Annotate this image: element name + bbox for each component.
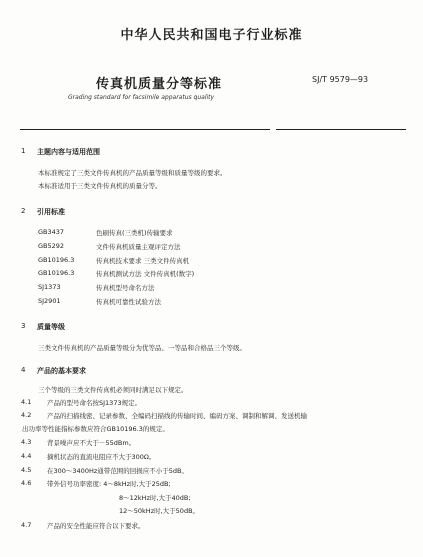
section-4-heading: 产品的基本要求 <box>37 367 86 375</box>
section-2-number: 2 <box>21 207 26 215</box>
section-4-number: 4 <box>21 366 26 374</box>
header-rule-right <box>276 129 406 130</box>
clause-number: 4.6 <box>21 479 32 487</box>
clause-text: 产品的安全性能应符合以下要求。 <box>47 522 145 530</box>
ref-code: GB10196.3 <box>38 269 75 277</box>
clause-text: 8～12kHz时,大于40dB; <box>119 494 191 502</box>
section-3-paragraph: 三类文件传真机的产品质量等级分为优等品、一等品和合格品三个等级。 <box>38 344 246 352</box>
section-3-heading: 质量等级 <box>37 323 65 331</box>
clause-text: 背景噪声应不大于－55dBm。 <box>47 439 136 447</box>
header-rule-left <box>20 129 270 130</box>
section-3-number: 3 <box>21 322 26 330</box>
ref-title: 传真机型号命名方法 <box>96 284 155 292</box>
standard-number: SJ/T 9579—93 <box>312 75 369 84</box>
clause-number: 4.1 <box>21 398 32 406</box>
ref-title: 传真机技术要求 三类文件传真机 <box>96 257 190 265</box>
clause-number: 4.5 <box>21 466 32 474</box>
section-1-heading: 主题内容与适用范围 <box>37 148 100 156</box>
clause-number: 4.2 <box>21 411 32 419</box>
ref-code: GB10196.3 <box>38 256 75 264</box>
ref-code: SJ2901 <box>38 297 61 305</box>
clause-text: 12～50kHz时,大于50dB。 <box>119 507 200 515</box>
ref-title: 传真机可靠性试验方法 <box>96 298 161 306</box>
clause-text: 在300～3400Hz通带范围的回损应不小于5dB。 <box>47 467 188 475</box>
clause-text: 产品的扫描线密、记录参数、全编码扫描线的传输时间、编码方案、调制和解调、发送机输 <box>47 412 307 420</box>
section-2-heading: 引用标准 <box>37 208 65 216</box>
clause-text: 出功率等性能指标参数应符合GB10196.3的规定。 <box>22 425 169 433</box>
ref-title: 色刷传真(三类机)传输要求 <box>96 229 173 237</box>
section-1-number: 1 <box>21 147 26 155</box>
ref-code: GB5292 <box>38 242 65 250</box>
section-1-paragraph: 本标准规定了三类文件传真机的产品质量等级和质量等级的要求。 <box>38 169 227 177</box>
section-4-paragraph: 三个等级的三类文件传真机必须同时满足以下规定。 <box>38 386 188 394</box>
english-subtitle: Grading standard for facsimile apparatus quality <box>68 94 215 101</box>
clause-text: 产品的型号命名按SJ1373规定。 <box>47 399 142 407</box>
ref-code: GB3437 <box>38 228 65 236</box>
standard-body-heading: 中华人民共和国电子行业标准 <box>120 28 303 43</box>
section-1-paragraph: 本标准适用于三类文件传真机的质量分等。 <box>38 182 162 190</box>
clause-number: 4.7 <box>21 521 32 529</box>
clause-text: 带外信号功率密度: 4～8kHz时,大于25dB; <box>47 480 171 488</box>
clause-text: 摘机状态的直流电阻应不大于300Ω。 <box>47 453 156 461</box>
clause-number: 4.4 <box>21 452 32 460</box>
ref-title: 文件传真机质量主观评定方法 <box>96 243 181 251</box>
clause-number: 4.3 <box>21 438 32 446</box>
ref-code: SJ1373 <box>38 283 61 291</box>
document-title: 传真机质量分等标准 <box>96 77 223 92</box>
ref-title: 传真机测试方法 文件传真机(数字) <box>96 270 195 278</box>
